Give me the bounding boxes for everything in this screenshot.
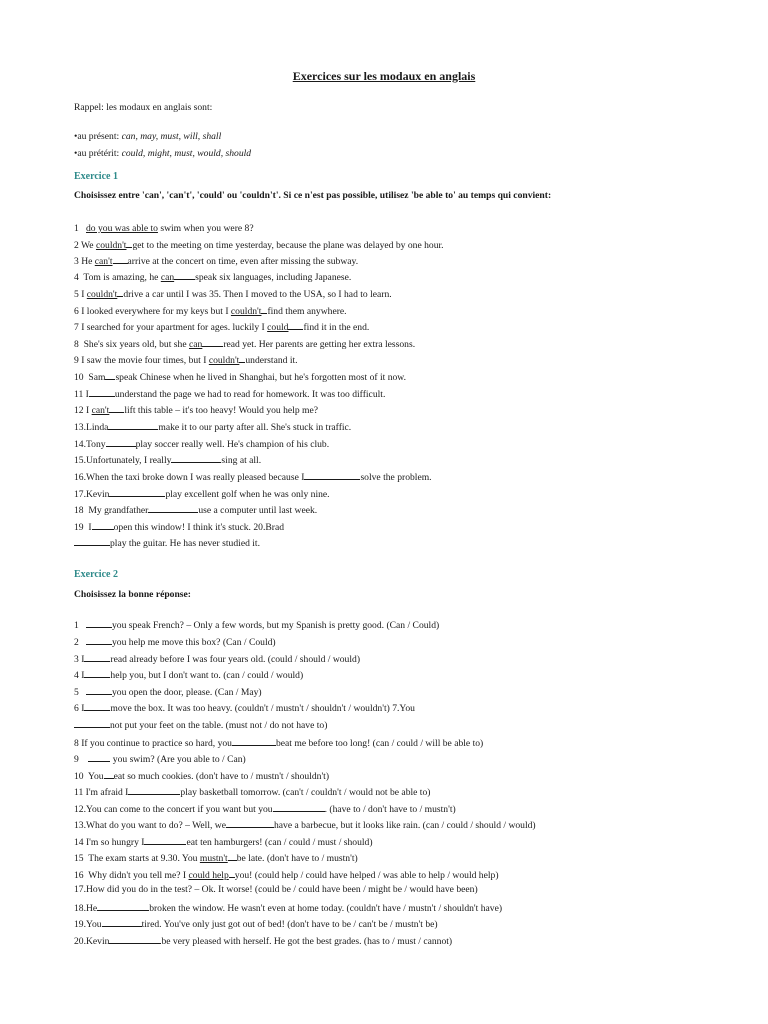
item-text: 16 Why didn't you tell me? I — [74, 870, 189, 881]
exercise1-item — [74, 520, 284, 534]
item-text: lift this table – it's too heavy! Would you help me? — [124, 405, 318, 416]
item-text: speak six languages, including Japanese. — [195, 272, 352, 283]
answer-blank — [226, 818, 274, 828]
item-text: help you, but I don't want to. (can / could / would) — [110, 670, 304, 681]
item-text: 4 I — [74, 670, 85, 681]
exercise2-item — [74, 701, 415, 715]
item-text: make it to our party after all. She's stuck in traffic. — [158, 422, 352, 433]
item-text: 8 She's six years old, but she — [74, 339, 189, 350]
exercise2-item — [74, 917, 438, 931]
exercise2-item — [74, 652, 360, 666]
item-text: find them anywhere. — [267, 306, 347, 317]
answer-blank — [171, 453, 221, 463]
exercise2-item — [74, 785, 430, 799]
item-text: 15 The exam starts at 9.30. You — [74, 853, 200, 864]
item-text: 16.When the taxi broke down I was really pleased because I — [74, 472, 305, 483]
item-text: use a computer until last week. — [198, 505, 318, 516]
answer-blank — [84, 701, 110, 711]
answer-blank — [109, 403, 124, 413]
exercise2-item — [74, 802, 456, 816]
exercise1-item — [74, 337, 415, 351]
answer-blank — [108, 420, 158, 430]
item-text: 18.He — [74, 903, 98, 914]
present-line — [74, 131, 221, 143]
answer-text: could — [267, 322, 289, 333]
item-text: 14.Tony — [74, 439, 106, 450]
exercise1-item — [74, 304, 347, 318]
item-text: 19.You — [74, 919, 102, 930]
answer-blank — [74, 536, 110, 546]
item-text: 1 — [74, 223, 86, 234]
answer-blank — [148, 503, 198, 513]
exercise1-item — [74, 503, 317, 517]
item-text: read yet. Her parents are getting her extra lessons. — [223, 339, 416, 350]
item-text: play basketball tomorrow. (can't / couldn't / would not be able to) — [180, 787, 431, 798]
answer-blank — [144, 835, 186, 845]
item-text: 8 If you continue to practice so hard, you — [74, 738, 232, 749]
answer-blank — [288, 320, 303, 330]
exercise2-item — [74, 851, 358, 865]
answer-text: couldn't — [86, 289, 118, 300]
item-text: 9 — [74, 754, 89, 765]
exercise2-item — [74, 635, 276, 649]
answer-blank — [113, 254, 128, 264]
exercise2-item — [74, 769, 329, 783]
exercise1-item — [74, 403, 318, 417]
item-text: broken the window. He wasn't even at home today. (couldn't have / mustn't / shouldn't have) — [149, 903, 503, 914]
answer-blank — [89, 387, 115, 397]
item-text: be late. (don't have to / mustn't) — [236, 853, 358, 864]
answer-text: couldn't — [95, 240, 127, 251]
item-text: sing at all. — [221, 455, 262, 466]
exercise2-item — [74, 718, 327, 732]
exercise1-item — [74, 420, 351, 434]
answer-blank — [86, 618, 112, 628]
item-text: play soccer really well. He's champion of his club. — [135, 439, 330, 450]
preterit-label: •au prétérit: — [74, 148, 122, 159]
answer-blank — [86, 635, 112, 645]
item-text: . (have to / don't have to / mustn't) — [324, 804, 456, 815]
exercise2-item — [74, 668, 303, 682]
item-text: 6 I — [74, 703, 85, 714]
item-text: find it in the end. — [303, 322, 370, 333]
present-values: can, may, must, will, shall — [121, 131, 222, 142]
item-text: 18 My grandfather — [74, 505, 149, 516]
exercise2-item — [74, 618, 439, 632]
exercise2-item — [74, 868, 499, 882]
item-text: swim when you were 8? — [157, 223, 254, 234]
item-text: speak Chinese when he lived in Shanghai, but he's forgotten most of it now. — [115, 372, 407, 383]
answer-blank — [105, 370, 115, 380]
answer-blank — [102, 917, 142, 927]
page-title: Exercices sur les modaux en anglais — [292, 69, 476, 83]
item-text: tired. You've only just got out of bed! (don't have to be / can't be / mustn't be) — [141, 919, 438, 930]
answer-blank — [128, 785, 180, 795]
preterit-line — [74, 148, 251, 160]
item-text: 13.What do you want to do? – Well, we — [74, 820, 226, 831]
exercise1-item — [74, 536, 260, 550]
answer-blank — [86, 685, 112, 695]
answer-text: can — [160, 272, 175, 283]
present-label: •au présent: — [74, 131, 122, 142]
exercise2-item — [74, 736, 483, 750]
item-text: 15.Unfortunately, I really — [74, 455, 172, 466]
answer-text: can — [188, 339, 203, 350]
exercise1-item — [74, 287, 392, 301]
item-text: beat me before too long! (can / could / will be able to) — [275, 738, 484, 749]
item-text: 11 I — [74, 389, 89, 400]
answer-blank — [104, 769, 114, 779]
answer-text: couldn't — [230, 306, 262, 317]
exercise2-item — [74, 752, 246, 766]
answer-blank — [84, 668, 110, 678]
item-text: be very pleased with herself. He got the best grades. (has to / must / cannot) — [161, 936, 453, 947]
exercise1-item — [74, 353, 298, 367]
exercise1-item — [74, 320, 369, 334]
exercise1-item — [74, 487, 330, 501]
answer-blank — [97, 901, 149, 911]
item-text: eat so much cookies. (don't have to / mustn't / shouldn't) — [113, 771, 330, 782]
answer-blank — [273, 802, 325, 812]
item-text: 13.Linda — [74, 422, 109, 433]
item-text: you swim? (Are you able to / Can) — [110, 754, 246, 765]
item-text: you speak French? – Only a few words, but my Spanish is pretty good. (Can / Could) — [112, 620, 440, 631]
item-text: 7 I searched for your apartment for ages. luckily I — [74, 322, 268, 333]
answer-blank — [228, 851, 237, 861]
item-text: 2 We — [74, 240, 96, 251]
exercise2-item — [74, 835, 373, 849]
item-text: 5 — [74, 687, 86, 698]
item-text: 6 I looked everywhere for my keys but I — [74, 306, 231, 317]
item-text: 19 I — [74, 522, 92, 533]
answer-blank — [74, 718, 110, 728]
exercise2-item — [74, 685, 262, 699]
answer-text: couldn't — [208, 355, 240, 366]
item-text: 17.How did you do in the test? – Ok. It worse! (could be / could have been / might be / would have been) — [74, 884, 478, 895]
item-text: you open the door, please. (Can / May) — [112, 687, 262, 698]
item-text: understand it. — [245, 355, 298, 366]
answer-blank — [174, 270, 195, 280]
item-text: 11 I'm afraid I — [74, 787, 129, 798]
exercise2-item — [74, 934, 452, 948]
rappel-text: Rappel: les modaux en anglais sont: — [74, 102, 213, 113]
item-text: you! (could help / could have helped / was able to help / would help) — [234, 870, 499, 881]
answer-text: could help — [188, 870, 229, 881]
exercise2-item — [74, 818, 536, 832]
item-text: 10 You — [74, 771, 104, 782]
item-text: get to the meeting on time yesterday, because the plane was delayed by one hour. — [132, 240, 444, 251]
exercise1-item — [74, 238, 444, 252]
answer-blank — [304, 470, 360, 480]
preterit-values: could, might, must, would, should — [121, 148, 252, 159]
item-text: open this window! I think it's stuck. 20.Brad — [113, 522, 284, 533]
exercise2-instruction: Choisissez la bonne réponse: — [74, 589, 191, 600]
item-text: 1 — [74, 620, 86, 631]
exercise1-item — [74, 254, 358, 268]
answer-blank — [84, 652, 110, 662]
answer-blank — [106, 437, 136, 447]
exercise2-item — [74, 884, 478, 896]
answer-text: do you was able to — [86, 223, 158, 234]
answer-blank — [232, 736, 276, 746]
answer-blank — [92, 520, 114, 530]
item-text: 3 He — [74, 256, 95, 267]
item-text: eat ten hamburgers! (can / could / must / should) — [186, 837, 373, 848]
item-text: 2 — [74, 637, 86, 648]
item-text: 5 I — [74, 289, 87, 300]
item-text: drive a car until I was 35. Then I moved to the USA, so I had to learn. — [123, 289, 392, 300]
item-text: 20.Kevin — [74, 936, 110, 947]
item-text: have a barbecue, but it looks like rain. (can / could / should / would) — [274, 820, 536, 831]
answer-blank — [88, 752, 110, 762]
item-text: 4 Tom is amazing, he — [74, 272, 161, 283]
item-text: move the box. It was too heavy. (couldn't / mustn't / shouldn't / wouldn't) 7.You — [110, 703, 415, 714]
exercise1-item — [74, 453, 261, 467]
item-text: play the guitar. He has never studied it. — [110, 538, 260, 549]
exercise1-heading: Exercice 1 — [74, 171, 118, 182]
item-text: 12 I — [74, 405, 92, 416]
item-text: not put your feet on the table. (must not / do not have to) — [110, 720, 328, 731]
exercise1-item — [74, 437, 329, 451]
item-text: 14 I'm so hungry I — [74, 837, 145, 848]
item-text: 10 Sam — [74, 372, 106, 383]
item-text: 12.You can come to the concert if you want but you — [74, 804, 273, 815]
answer-text: can't — [91, 405, 110, 416]
item-text: 9 I saw the movie four times, but I — [74, 355, 209, 366]
answer-blank — [109, 487, 165, 497]
item-text: play excellent golf when he was only nine. — [165, 489, 330, 500]
item-text: solve the problem. — [360, 472, 432, 483]
answer-text: can't — [94, 256, 113, 267]
item-text: 17.Kevin — [74, 489, 110, 500]
exercise1-item — [74, 387, 385, 401]
answer-text: mustn't — [199, 853, 228, 864]
item-text: 3 I — [74, 654, 85, 665]
item-text: you help me move this box? (Can / Could) — [112, 637, 276, 648]
exercise1-item — [74, 370, 406, 384]
exercise1-item — [74, 470, 432, 484]
exercise2-item — [74, 901, 502, 915]
item-text: read already before I was four years old. (could / should / would) — [110, 654, 361, 665]
exercise1-item — [74, 270, 351, 284]
item-text: understand the page we had to read for homework. It was too difficult. — [114, 389, 386, 400]
item-text: arrive at the concert on time, even after missing the subway. — [127, 256, 359, 267]
exercise1-item — [74, 221, 254, 235]
answer-blank — [109, 934, 161, 944]
exercise1-instruction: Choisissez entre 'can', 'can't', 'could' ou 'couldn't'. Si ce n'est pas possible, utilisez 'be able to' au temps qui convient: — [74, 190, 552, 201]
answer-blank — [202, 337, 223, 347]
exercise2-heading: Exercice 2 — [74, 569, 118, 580]
